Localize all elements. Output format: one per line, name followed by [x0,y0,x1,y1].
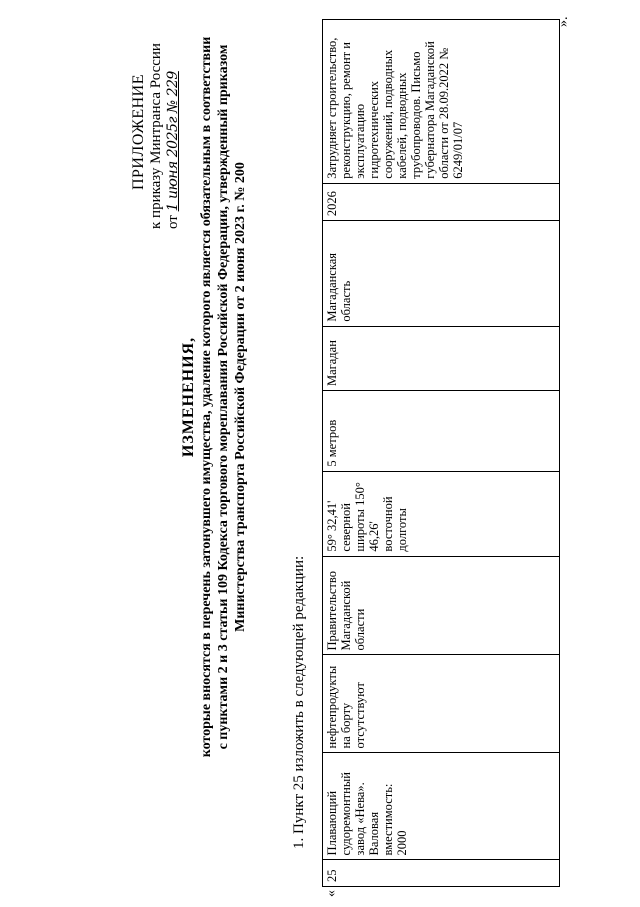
appendix-heading: ПРИЛОЖЕНИЕ [130,74,147,191]
cell-justification: Затрудняет строительство, реконструкцию, ремонт и эксплуатацию гидротехнических сооружений, подводных кабелей, подводных трубопроводов. Письмо губернатора Магаданской области от 28.09.2022 № 6249/01/07 [323,20,560,184]
cell-port: Магадан [323,326,560,390]
title-line-2: с пунктами 2 и 3 статьи 109 Кодекса торгового мореплавания Российской Федерации, утвержденный приказом [216,44,231,750]
title-line-3: Министерства транспорта Российской Федерации от 2 июня 2023 г. № 200 [233,162,248,632]
appendix-order-ref: к приказу Минтранса России [148,43,164,229]
handwritten-date-number: 1 июня 2025г № 229 [165,71,181,212]
cell-depth: 5 метров [323,391,560,472]
opening-quote: « [324,890,339,897]
cell-year: 2026 [323,183,560,220]
title-line-1: которые вносятся в перечень затонувшего имущества, удаление которого является обязательным в соответствии [199,36,214,758]
appendix-date-prefix: от [165,215,181,229]
table-row [323,20,560,887]
title-main: ИЗМЕНЕНИЯ, [180,336,197,458]
appendix-stamp [130,17,182,247]
cell-coordinates: 59° 32,41' северной широты 150° 46,26' восточной долготы [323,471,560,556]
cell-fuel-status: нефтепродукты на борту отсутствуют [323,655,560,753]
cell-number: 25 [323,860,560,887]
sunken-property-table [322,19,560,887]
document-title [180,7,249,787]
closing-quote: ». [556,16,571,27]
cell-owner: Правительство Магаданской области [323,556,560,655]
intro-paragraph: 1. Пункт 25 изложить в следующей редакции: [291,555,307,849]
cell-region: Магаданская область [323,221,560,327]
cell-vessel-name: Плавающий судоремонтный завод «Нева». Валовая вместимость: 2000 [323,753,560,860]
